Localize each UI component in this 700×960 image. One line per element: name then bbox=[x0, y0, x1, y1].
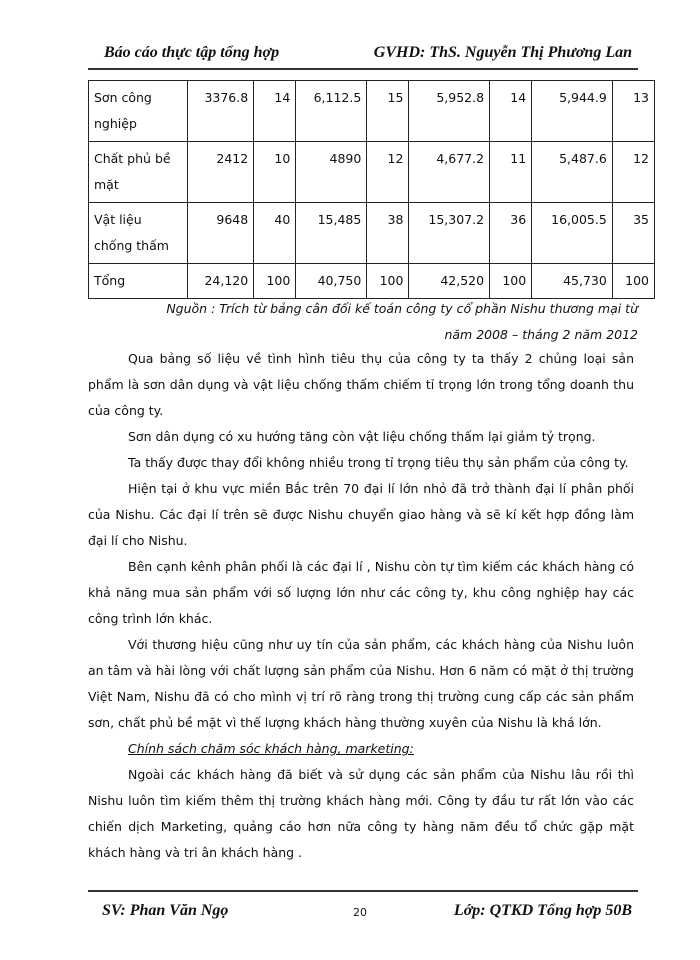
value-cell: 13 bbox=[612, 81, 654, 142]
table-row bbox=[89, 142, 655, 203]
page-number: 20 bbox=[353, 906, 367, 919]
value-cell: 42,520 bbox=[409, 264, 490, 299]
row-label-cell: Tổng bbox=[89, 264, 188, 299]
page-header bbox=[88, 40, 638, 70]
value-cell: 40 bbox=[254, 203, 296, 264]
paragraph: Sơn dân dụng có xu hướng tăng còn vật liệu chống thấm lại giảm tỷ trọng. bbox=[128, 429, 596, 444]
source-line-1: Nguồn : Trích từ bảng cân đối kế toán công ty cổ phần Nishu thương mại từ bbox=[166, 301, 638, 316]
paragraph: Với thương hiệu cũng như uy tín của sản phẩm, các khách hàng của Nishu luôn an tâm và hài lòng với chất lượng sản phẩm của Nishu. Hơn 6 năm có mặt ở thị trường Việt Nam, Nishu đã có cho mình vị trí rõ ràng trong thị trường cung cấp các sản phẩm sơn, chất phủ bề mặt vì thế lượng khách hàng thường xuyên của Nishu là khá lớn. bbox=[88, 637, 634, 730]
value-cell: 100 bbox=[254, 264, 296, 299]
paragraph: Qua bảng số liệu về tình hình tiêu thụ của công ty ta thấy 2 chủng loại sản phẩm là sơn dân dụng và vật liệu chống thấm chiếm tỉ trọng lớn trong tổng doanh thu của công ty. bbox=[88, 351, 634, 418]
value-cell: 3376.8 bbox=[188, 81, 254, 142]
value-cell: 100 bbox=[612, 264, 654, 299]
footer-class: Lớp: QTKD Tổng hợp 50B bbox=[453, 902, 632, 919]
value-cell: 15,307.2 bbox=[409, 203, 490, 264]
table-row bbox=[89, 264, 655, 299]
value-cell: 6,112.5 bbox=[296, 81, 367, 142]
value-cell: 15 bbox=[367, 81, 409, 142]
value-cell: 4,677.2 bbox=[409, 142, 490, 203]
document-body bbox=[88, 346, 634, 866]
paragraph: Hiện tại ở khu vực miền Bắc trên 70 đại lí lớn nhỏ đã trở thành đại lí phân phối của Nishu. Các đại lí trên sẽ được Nishu chuyển giao hàng và sẽ kí kết hợp đồng làm đại lí cho Nishu. bbox=[88, 481, 634, 548]
value-cell: 5,487.6 bbox=[532, 142, 613, 203]
value-cell: 10 bbox=[254, 142, 296, 203]
value-cell: 14 bbox=[254, 81, 296, 142]
value-cell: 38 bbox=[367, 203, 409, 264]
value-cell: 24,120 bbox=[188, 264, 254, 299]
value-cell: 5,952.8 bbox=[409, 81, 490, 142]
paragraph: Ngoài các khách hàng đã biết và sử dụng các sản phẩm của Nishu lâu rồi thì Nishu luôn tìm kiếm thêm thị trường khách hàng mới. Công ty đầu tư rất lớn vào các chiến dịch Marketing, quảng cáo hơn nữa công ty hàng năm đều tổ chức gặp mặt khách hàng và tri ân khách hàng . bbox=[88, 767, 634, 860]
paragraph: Ta thấy được thay đổi không nhiều trong tỉ trọng tiêu thụ sản phẩm của công ty. bbox=[128, 455, 629, 470]
value-cell: 16,005.5 bbox=[532, 203, 613, 264]
value-cell: 4890 bbox=[296, 142, 367, 203]
value-cell: 5,944.9 bbox=[532, 81, 613, 142]
source-line-2: năm 2008 – tháng 2 năm 2012 bbox=[444, 327, 638, 342]
footer-student: SV: Phan Văn Ngọ bbox=[102, 902, 229, 919]
value-cell: 40,750 bbox=[296, 264, 367, 299]
value-cell: 100 bbox=[490, 264, 532, 299]
value-cell: 100 bbox=[367, 264, 409, 299]
row-label-cell: Sơn công nghiệp bbox=[89, 81, 188, 142]
table-row bbox=[89, 203, 655, 264]
value-cell: 45,730 bbox=[532, 264, 613, 299]
table-source-note bbox=[88, 296, 638, 348]
sales-table bbox=[88, 80, 655, 299]
value-cell: 15,485 bbox=[296, 203, 367, 264]
row-label-cell: Vật liệu chống thấm bbox=[89, 203, 188, 264]
table-row bbox=[89, 81, 655, 142]
value-cell: 12 bbox=[367, 142, 409, 203]
header-supervisor: GVHD: ThS. Nguyễn Thị Phương Lan bbox=[373, 44, 632, 61]
value-cell: 12 bbox=[612, 142, 654, 203]
value-cell: 11 bbox=[490, 142, 532, 203]
value-cell: 2412 bbox=[188, 142, 254, 203]
row-label-cell: Chất phủ bề mặt bbox=[89, 142, 188, 203]
paragraph: Bên cạnh kênh phân phối là các đại lí , Nishu còn tự tìm kiếm các khách hàng có khả năng mua sản phẩm với số lượng lớn như các công ty, khu công nghiệp hay các công trình lớn khác. bbox=[88, 559, 634, 626]
section-heading: Chính sách chăm sóc khách hàng, marketing: bbox=[128, 741, 414, 756]
value-cell: 9648 bbox=[188, 203, 254, 264]
page-footer bbox=[88, 890, 638, 932]
value-cell: 35 bbox=[612, 203, 654, 264]
value-cell: 36 bbox=[490, 203, 532, 264]
value-cell: 14 bbox=[490, 81, 532, 142]
header-report-title: Báo cáo thực tập tổng hợp bbox=[104, 44, 280, 61]
